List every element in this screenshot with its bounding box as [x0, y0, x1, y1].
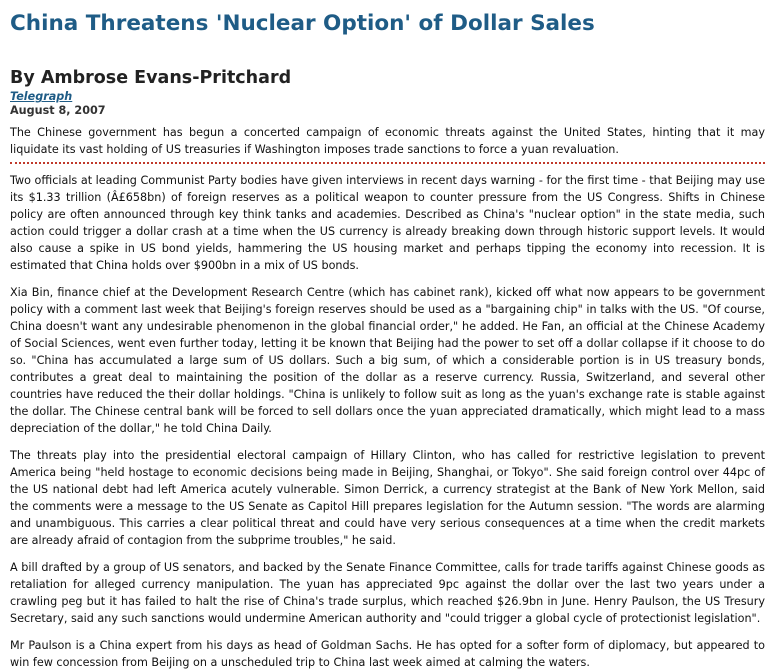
source-link[interactable]: Telegraph — [10, 90, 73, 103]
article-paragraph-5: Mr Paulson is a China expert from his days as head of Goldman Sachs. He has opted for a softer form of diplomacy, but appeared to win few concession from Beijing on a unscheduled trip to China last week aimed at calming the waters. — [10, 639, 765, 669]
article-date: August 8, 2007 — [10, 104, 106, 117]
article-page — [10, 0, 765, 671]
article-lede: The Chinese government has begun a concerted campaign of economic threats against the United States, hinting that it may liquidate its vast holding of US treasuries if Washington imposes trade sanctions to force a yuan revaluation. — [10, 126, 765, 156]
article-byline: By Ambrose Evans-Pritchard — [10, 68, 292, 88]
article-paragraph-3: The threats play into the presidential electoral campaign of Hillary Clinton, who has called for restrictive legislation to prevent America being "held hostage to economic decisions being made in Beijing, Shanghai, or Tokyo". She said foreign control over 44pc of the US national debt had left America acutely vulnerable. Simon Derrick, a currency strategist at the Bank of New York Mellon, said the comments were a message to the US Senate as Capitol Hill prepares legislation for the Autumn session. "The words are alarming and unambiguous. This carries a clear political threat and could have very serious consequences at a time when the credit markets are already afraid of contagion from the subprime troubles," he said. — [10, 449, 765, 547]
article-paragraph-1: Two officials at leading Communist Party bodies have given interviews in recent days warning - for the first time - that Beijing may use its $1.33 trillion (Â£658bn) of foreign reserves as a political weapon to counter pressure from the US Congress. Shifts in Chinese policy are often announced through key think tanks and academies. Described as China's "nuclear option" in the state media, such action could trigger a dollar crash at a time when the US currency is already breaking down through historic support levels. It would also cause a spike in US bond yields, hammering the US housing market and perhaps tipping the economy into recession. It is estimated that China holds over $900bn in a mix of US bonds. — [10, 174, 765, 272]
article-paragraph-4: A bill drafted by a group of US senators, and backed by the Senate Finance Committee, calls for trade tariffs against Chinese goods as retaliation for alleged currency manipulation. The yuan has appreciated 9pc against the dollar over the last two years under a crawling peg but it has failed to halt the rise of China's trade surplus, which reached $26.9bn in June. Henry Paulson, the US Tresury Secretary, said any such sanctions would undermine American authority and "could trigger a global cycle of protectionist legislation". — [10, 561, 765, 625]
dotted-divider — [10, 162, 765, 164]
article-paragraph-2: Xia Bin, finance chief at the Development Research Centre (which has cabinet rank), kicked off what now appears to be government policy with a comment last week that Beijing's foreign reserves should be used as a "bargaining chip" in talks with the US. "Of course, China doesn't want any undesirable phenomenon in the global financial order," he added. He Fan, an official at the Chinese Academy of Social Sciences, went even further today, letting it be known that Beijing had the power to set off a dollar collapse if it choose to do so. "China has accumulated a large sum of US dollars. Such a big sum, of which a considerable portion is in US treasury bonds, contributes a great deal to maintaining the position of the dollar as a reserve currency. Russia, Switzerland, and several other countries have reduced the their dollar holdings. "China is unlikely to follow suit as long as the yuan's exchange rate is stable against the dollar. The Chinese central bank will be forced to sell dollars once the yuan appreciated dramatically, which might lead to a mass depreciation of the dollar," he told China Daily. — [10, 286, 765, 435]
article-headline: China Threatens 'Nuclear Option' of Dollar Sales — [10, 11, 595, 36]
